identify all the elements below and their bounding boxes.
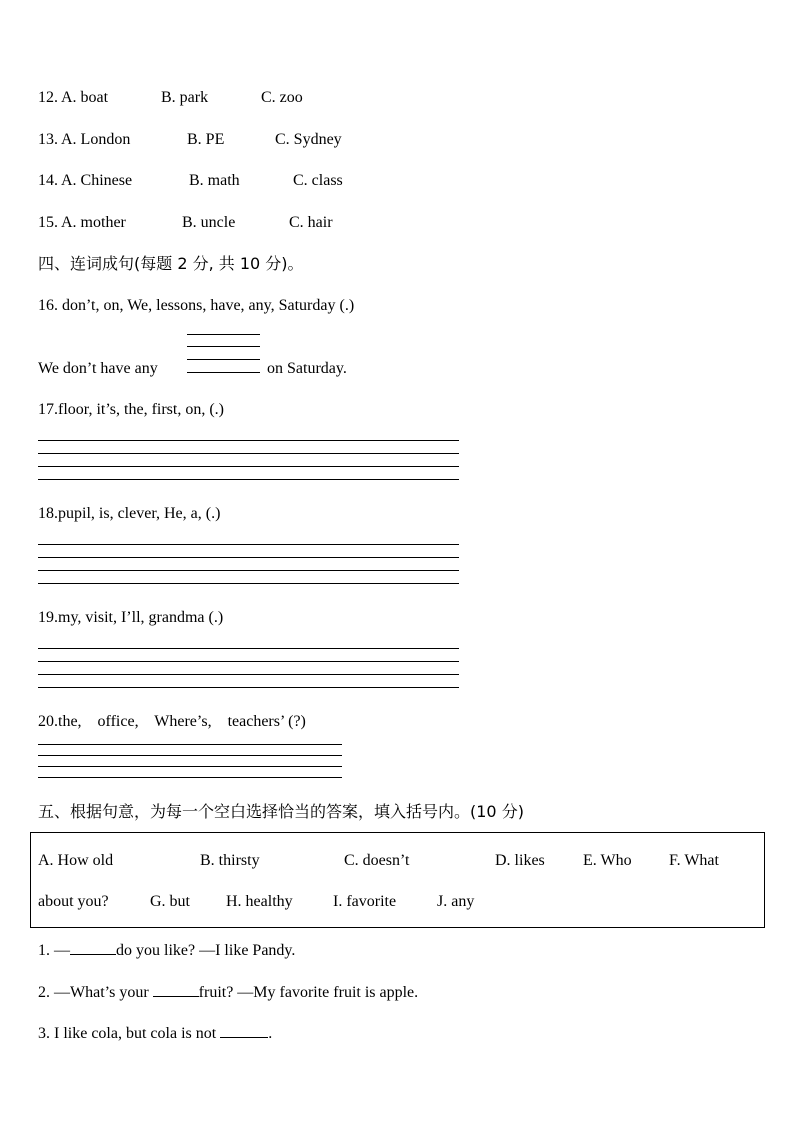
option-c: C. zoo xyxy=(261,89,303,106)
question-text: . xyxy=(268,1025,273,1042)
question-16-answer-end: on Saturday. xyxy=(267,360,347,377)
answer-line xyxy=(187,334,260,335)
answer-line[interactable] xyxy=(38,766,342,767)
answer-line[interactable] xyxy=(38,440,459,441)
question-text: 1. — xyxy=(38,942,70,959)
answer-line[interactable] xyxy=(38,479,459,480)
answer-line xyxy=(187,359,260,360)
fill-question-2 xyxy=(38,982,418,1003)
option-a: A. mother xyxy=(61,214,126,231)
word-option-h: H. healthy xyxy=(226,893,293,910)
question-20-prompt: 20.the, office, Where’s, teachers’ (?) xyxy=(38,713,306,730)
option-a: A. boat xyxy=(61,89,109,106)
answer-line[interactable] xyxy=(38,570,459,571)
word-option-i: I. favorite xyxy=(333,893,397,910)
question-text: 2. —What’s your xyxy=(38,984,149,1001)
word-bank-box xyxy=(30,832,765,928)
question-19-prompt: 19.my, visit, I’ll, grandma (.) xyxy=(38,609,224,626)
option-c: C. hair xyxy=(289,214,333,231)
word-option-g: G. but xyxy=(150,893,190,910)
answer-line[interactable] xyxy=(38,544,459,545)
word-option-a: A. How old xyxy=(38,852,114,869)
word-option-b: B. thirsty xyxy=(200,852,260,869)
answer-line[interactable] xyxy=(38,648,459,649)
question-number: 14. xyxy=(38,172,58,189)
question-16-prompt: 16. don’t, on, We, lessons, have, any, Saturday (.) xyxy=(38,297,355,314)
answer-line[interactable] xyxy=(38,661,459,662)
question-17-prompt: 17.floor, it’s, the, first, on, (.) xyxy=(38,401,224,418)
answer-line[interactable] xyxy=(38,583,459,584)
question-text: fruit? —My favorite fruit is apple. xyxy=(198,984,419,1001)
option-a: A. Chinese xyxy=(61,172,133,189)
blank[interactable] xyxy=(153,982,199,997)
option-a: A. London xyxy=(61,131,131,148)
answer-line[interactable] xyxy=(38,744,342,745)
answer-line xyxy=(187,346,260,347)
question-text: 3. I like cola, but cola is not xyxy=(38,1025,217,1042)
word-option-c: C. doesn’t xyxy=(344,852,410,869)
option-b: B. PE xyxy=(187,131,225,148)
option-c: C. class xyxy=(293,172,343,189)
option-b: B. uncle xyxy=(182,214,236,231)
section-5-title: 五、根据句意，为每一个空白选择恰当的答案，填入括号内。(10 分) xyxy=(38,802,524,821)
question-text: do you like? —I like Pandy. xyxy=(116,942,296,959)
word-option-j: J. any xyxy=(437,893,475,910)
blank[interactable] xyxy=(220,1023,268,1038)
word-option-d: D. likes xyxy=(495,852,545,869)
answer-line[interactable] xyxy=(38,466,459,467)
blank[interactable] xyxy=(70,940,116,955)
option-b: B. park xyxy=(161,89,209,106)
answer-line[interactable] xyxy=(38,453,459,454)
word-option-f: F. What xyxy=(669,852,719,869)
option-c: C. Sydney xyxy=(275,131,342,148)
word-option-e: E. Who xyxy=(583,852,632,869)
fill-question-3 xyxy=(38,1023,272,1044)
answer-line[interactable] xyxy=(38,557,459,558)
fill-question-1 xyxy=(38,940,295,961)
option-b: B. math xyxy=(189,172,240,189)
answer-line[interactable] xyxy=(38,674,459,675)
section-4-title: 四、连词成句(每题 2 分, 共 10 分)。 xyxy=(38,254,304,273)
question-16-answer-start: We don’t have any xyxy=(38,360,158,377)
question-18-prompt: 18.pupil, is, clever, He, a, (.) xyxy=(38,505,221,522)
answer-line[interactable] xyxy=(38,777,342,778)
answer-line xyxy=(187,372,260,373)
question-number: 15. xyxy=(38,214,58,231)
answer-line[interactable] xyxy=(38,755,342,756)
word-option-f-continued: about you? xyxy=(38,893,109,910)
answer-line[interactable] xyxy=(38,687,459,688)
question-number: 12. xyxy=(38,89,58,106)
question-number: 13. xyxy=(38,131,58,148)
